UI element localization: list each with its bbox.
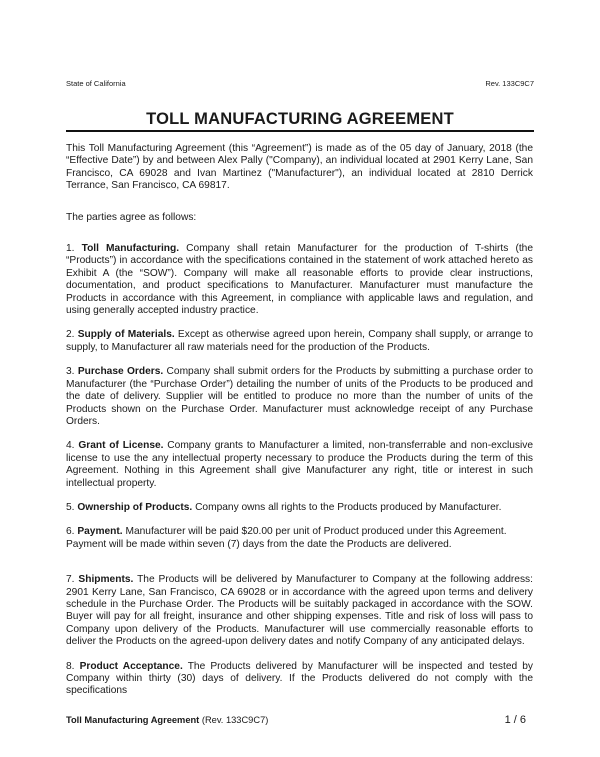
section-heading: Toll Manufacturing.: [81, 243, 180, 255]
section-7: [66, 574, 533, 648]
section-text: Company shall submit orders for the Products by submitting a purchase order to Manufacturer (the “Purchase Order”) detailing the number of units of the Products to be produced and the date of delivery. Supplier will be entitled to produce no more than the number of units of the Products shown on the Purchase Order. Manufacturer must acknowledge receipt of any Purchase Orders.: [66, 366, 534, 427]
section-6: [66, 526, 533, 551]
section-4: [66, 440, 533, 490]
section-8: [66, 661, 533, 698]
section-text: Company shall retain Manufacturer for the production of T-shirts (the “Products”) in accordance with the specifications contained in the statement of work attached hereto as Exhibit A (the “SOW”). Company will make all reasonable efforts to provide clear instructions, documentation, and product specifications to Manufacturer. Manufacturer must manufacture the Products in accordance with this Agreement, in compliance with applicable laws and regulation, and using generally accepted industry practice.: [66, 243, 534, 317]
footer: [66, 714, 268, 726]
page-header: [66, 79, 534, 89]
section-number: 1.: [66, 243, 82, 255]
section-number: 8.: [66, 660, 80, 672]
section-text: Except as otherwise agreed upon herein, Company shall supply, or arrange to supply, to Manufacturer all raw materials need for the production of the Products.: [66, 329, 534, 353]
section-heading: Grant of License.: [78, 440, 164, 452]
state-label: State of California: [66, 79, 126, 88]
section-heading: Shipments.: [78, 574, 134, 586]
section-5: [66, 502, 533, 514]
section-heading: Supply of Materials.: [77, 329, 175, 341]
section-text: Manufacturer will be paid $20.00 per unit of Product produced under this Agreement.: [122, 526, 507, 538]
section-1: [66, 243, 533, 317]
section-heading: Ownership of Products.: [77, 501, 193, 513]
section-text: Company grants to Manufacturer a limited, non-transferrable and non-exclusive license to use the any intellectual property necessary to produce the Products during the term of this Agreement. Nothing in this Agreement shall give Manufacturer any right, title or interest in such intellectual property.: [66, 440, 533, 489]
section-text: The Products will be delivered by Manufacturer to Company at the following address: 2901 Kerry Lane, San Francisco, CA 69028 or in accordance with the agreed upon terms and delivery schedule in the Purchase Order. The Products will be suitably packaged in accordance with the SOW. Buyer will pay for all freight, insurance and other shipping expenses. Title and risk of loss will pass to Company upon delivery of the Products. Manufacturer will use commercially reasonable efforts to deliver the Products on the agreed-upon delivery dates and notify Company of any anticipated delays.: [66, 574, 533, 648]
section-number: 3.: [66, 366, 78, 378]
footer-title: Toll Manufacturing Agreement: [66, 714, 200, 725]
section-text: The Products delivered by Manufacturer will be inspected and tested by Company within thirty (30) days of delivery. If the Products delivered do not comply with the specifications: [66, 660, 533, 697]
revision-label: Rev. 133C9C7: [485, 79, 534, 88]
document-body: [66, 143, 533, 698]
page-footer: [66, 714, 526, 727]
section-heading: Payment.: [77, 526, 123, 538]
section-number: 4.: [66, 440, 79, 452]
page-number: 1 / 6: [504, 713, 526, 726]
section-number: 2.: [66, 329, 78, 341]
section-heading: Product Acceptance.: [79, 660, 183, 672]
section-heading: Purchase Orders.: [77, 366, 164, 378]
section-number: 6.: [66, 526, 78, 538]
section-3: [66, 366, 533, 428]
section-2: [66, 329, 533, 354]
intro-paragraph: This Toll Manufacturing Agreement (this “Agreement”) is made as of the 05 day of January, 2018 (the “Effective Date”) by and between Alex Pally ("Company), an individual located at 2901 Kerry Lane, San Francisco, CA 69028 and Ivan Martinez ("Manufacturer"), an individual located at 2810 Derrick Terrance, San Francisco, CA 69817.: [66, 143, 533, 192]
footer-revision: (Rev. 133C9C7): [199, 714, 269, 725]
parties-paragraph: The parties agree as follows:: [66, 211, 197, 223]
section-number: 5.: [66, 501, 78, 513]
section-text: Company owns all rights to the Products produced by Manufacturer.: [192, 501, 502, 513]
section-text: Payment will be made within seven (7) days from the date the Products are delivered.: [66, 538, 452, 550]
document-title: TOLL MANUFACTURING AGREEMENT: [146, 110, 454, 128]
title-divider: [66, 130, 534, 132]
section-number: 7.: [66, 574, 79, 586]
